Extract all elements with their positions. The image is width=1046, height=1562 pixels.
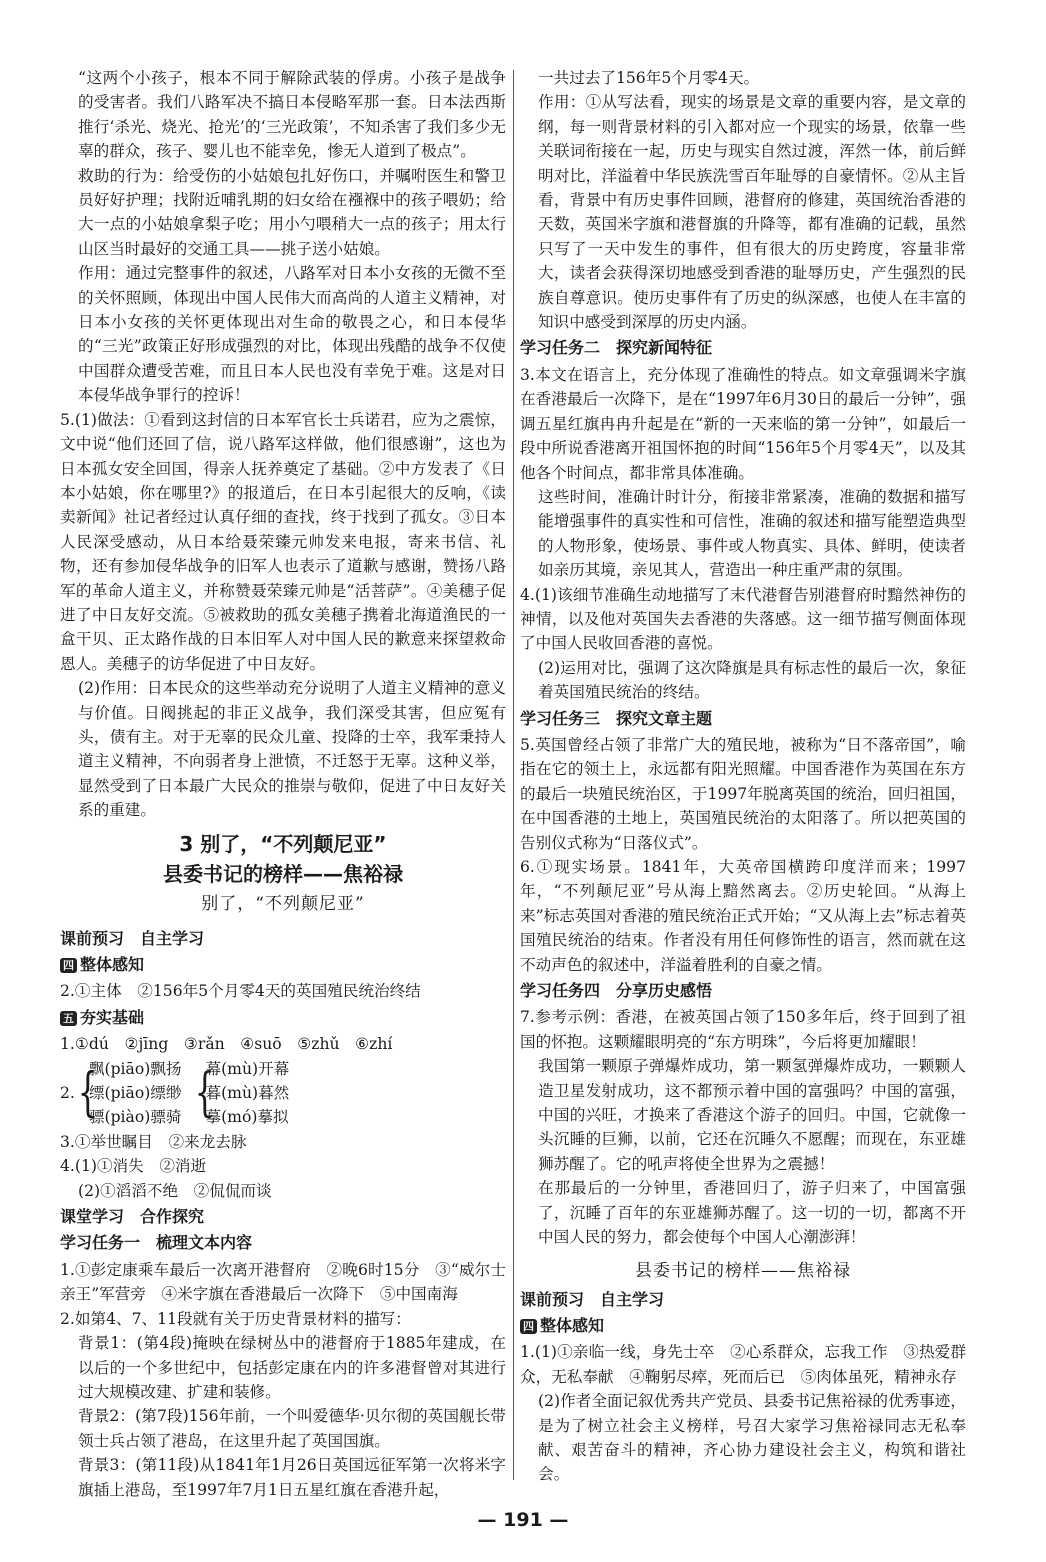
- task-heading: 学习任务二 探究新闻特征: [520, 338, 713, 358]
- background-item: 背景1：(第4段)掩映在绿树丛中的港督府于1885年建成，在以后的一个多世纪中，包括彭定康在内的许多港督曾对其进行过大规模改建、扩建和装修。: [78, 1334, 506, 1401]
- chapter-subtitle: 县委书记的榜样——焦裕禄: [635, 1260, 851, 1281]
- task-heading: 学习任务四 分享历史感悟: [520, 981, 713, 1001]
- section-heading: 课前预习 自主学习: [60, 928, 205, 948]
- answer-line: 7.参考示例：香港，在被英国占领了150多年后，终于回到了祖国的怀抱。这颗耀眼明亮的“东方明珠”，今后将更加耀眼！: [520, 1008, 966, 1051]
- number-badge: 四: [520, 1319, 537, 1334]
- chapter-subtitle: 别了，“不列颠尼亚”: [201, 893, 365, 914]
- subsection-heading: 四 整体感知: [60, 953, 506, 977]
- section-heading: 课堂学习 合作探究: [60, 1207, 205, 1227]
- answer-line: 4.(1)①消失 ②消逝: [60, 1157, 207, 1176]
- page-number: — 191 —: [477, 1509, 569, 1531]
- character-group: [60, 1057, 506, 1130]
- answer-5-1: 5.(1)做法：①看到这封信的日本军官长士兵诺君，应为之震惊，文中说“他们还回了信，说八路军这样做，他们很感谢”，这也为日本孤女安全回国，得亲人抚养奠定了基础。②中方发表了《日本小姑娘，你在哪里?》的报道后，在日本引起很大的反响，《读卖新闻》社记者经过认真仔细的查找，终于找到了孤女。③日本人民深受感动，从日本给聂荣臻元帅发来电报，寄来书信、礼物，还有参加侵华战争的旧军人也表示了道歉与感谢，赞扬八路军的革命人道主义，并称赞聂荣臻元帅是“活菩萨”。④美穗子促进了中日友好交流。⑤被救助的孤女美穗子携着北海道渔民的一盒干贝、正太路作战的日本旧军人对中国人民的歉意来探望救命恩人。美穗子的访华促进了中日友好。: [60, 410, 506, 673]
- right-column: [520, 66, 966, 1487]
- paragraph: 我国第一颗原子弹爆炸成功，第一颗氢弹爆炸成功，一颗颗人造卫星发射成功，这不都预示着中国的富强吗？中国的富强，中国的兴旺，才换来了香港这个游子的回归。中国，它就像一头沉睡的巨狮，以前，它还在沉睡久不愿醒；而现在，东亚雄狮苏醒了。它的吼声将使全世界为之震撼！: [538, 1057, 966, 1173]
- answer-line: (2)作者全面记叙优秀共产党员、县委书记焦裕禄的优秀事迹，是为了树立社会主义榜样，号召大家学习焦裕禄同志无私奉献、艰苦奋斗的精神，齐心协力建设社会主义，构筑和谐社会。: [538, 1392, 966, 1484]
- answer-5-2: (2)作用：日本民众的这些举动充分说明了人道主义精神的意义与价值。日阀挑起的非正义战争，我们深受其害，但应冤有头，债有主。对于无辜的民众儿童、投降的士卒，我军秉持人道主义精神，不向弱者身上泄愤，不迁怒于无辜。这种义举，显然受到了日本最广大民众的推崇与敬仰，促进了中日友好关系的重建。: [78, 679, 506, 820]
- answer-line: 3.本文在语言上，充分体现了准确性的特点。如文章强调米字旗在香港最后一次降下，是在“1997年6月30日的最后一分钟”，强调五星红旗冉冉升起是在“新的一天来临的第一分钟”，如最后一段中所说香港离开祖国怀抱的时间“156年5个月零4天”，以及其他各个时间点，都非常具体准确。: [520, 365, 966, 482]
- char-entry: 缥(piāo)缥缈: [88, 1084, 182, 1103]
- answer-line: 1.①彭定康乘车最后一次离开港督府 ②晚6时15分 ③“威尔士亲王”军营旁 ④米字旗在香港最后一次降下 ⑤中国南海: [60, 1260, 506, 1304]
- paragraph: 救助的行为：给受伤的小姑娘包扎好伤口，并嘱咐医生和警卫员好好护理；找附近哺乳期的妇女给在襁褓中的孩子喂奶；给大一点的小姑娘拿梨子吃；用小勺喂稍大一点的孩子；用太行山区当时最好的交通工具——挑子送小姑娘。: [78, 166, 506, 258]
- char-entry: 暮(mù)暮然: [205, 1084, 290, 1103]
- paragraph: 一共过去了156年5个月零4天。: [538, 69, 760, 87]
- answer-line: 2.如第4、7、11段就有关于历史背景材料的描写：: [60, 1309, 411, 1328]
- subsection-heading: 四 整体感知: [520, 1314, 966, 1338]
- number-badge: 四: [60, 958, 77, 973]
- paragraph: 这些时间，准确计时计分，衔接非常紧凑，准确的数据和描写能增强事件的真实性和可信性，准确的叙述和描写能塑造典型的人物形象，使场景、事件或人物真实、具体、鲜明，使读者如亲历其境，亲见其人，营造出一种庄重严肃的氛围。: [538, 487, 966, 580]
- chapter-title-2: 县委书记的榜样——焦裕禄: [163, 861, 403, 886]
- left-column: [60, 66, 506, 1502]
- char-entry: 幕(mù)开幕: [205, 1059, 290, 1078]
- paragraph: “这两个小孩子，根本不同于解除武装的俘虏。小孩子是战争的受害者。我们八路军决不搞日本侵略军那一套。日本法西斯推行‘杀光、烧光、抢光’的‘三光政策’，不知杀害了我们多少无辜的群众，孩子、婴儿也不能幸免，惨无人道到了极点”。: [78, 69, 506, 161]
- char-entry: 飘(piāo)飘扬: [88, 1059, 182, 1078]
- brace-icon: {: [194, 1063, 215, 1124]
- chapter-title: 3 别了，“不列颠尼亚”: [179, 831, 387, 856]
- char-entry: 摹(mó)摹拟: [205, 1108, 289, 1127]
- answer-line: (2)运用对比，强调了这次降旗是具有标志性的最后一次，象征着英国殖民统治的终结。: [538, 658, 966, 702]
- paragraph: 作用：通过完整事件的叙述，八路军对日本小女孩的无微不至的关怀照顾，体现出中国人民伟大而高尚的人道主义精神，对日本小女孩的关怀更体现出对生命的敬畏之心，和日本侵华的“三光”政策正好形成强烈的对比，体现出残酷的战争不仅使中国群众遭受苦难，而且日本人民也没有幸免于难。这是对日本侵华战争罪行的控诉！: [78, 264, 506, 405]
- column-divider: [513, 70, 514, 1480]
- answer-line: 1.(1)①亲临一线，身先士卒 ②心系群众，忘我工作 ③热爱群众，无私奉献 ④鞠躬尽瘁，死而后已 ⑤肉体虽死，精神永存: [520, 1343, 966, 1386]
- char-entry: 骠(piào)骠骑: [88, 1108, 182, 1127]
- section-heading: 课前预习 自主学习: [520, 1289, 665, 1309]
- answer-number: 2.: [60, 1084, 75, 1103]
- paragraph: 作用：①从写法看，现实的场景是文章的重要内容，是文章的纲，每一则背景材料的引入都对应一个现实的场景，依靠一些关联词衔接在一起，历史与现实自然过渡，浑然一体，前后鲜明对比，洋溢着中华民族洗雪百年耻辱的自豪情怀。②从主旨看，背景中有历史事件回顾，港督府的修建，英国统治香港的天数，英国米字旗和港督旗的升降等，都有准确的记载，虽然只写了一天中发生的事件，但有很大的历史跨度，容量非常大，读者会获得深切地感受到香港的耻辱历史，产生强烈的民族自尊意识。使历史事件有了历史的纵深感，也使人在丰富的知识中感受到深厚的历史内涵。: [538, 93, 966, 332]
- task-heading: 学习任务三 探究文章主题: [520, 708, 713, 728]
- subsection-heading: 五 夯实基础: [60, 1006, 506, 1030]
- answer-line: 4.(1)该细节准确生动地描写了末代港督告别港督府时黯然神伤的神情，以及他对英国失去香港的失落感。这一细节描写侧面体现了中国人民收回香港的喜悦。: [520, 585, 966, 653]
- background-item: 背景3：(第11段)从1841年1月26日英国远征军第一次将米字旗插上港岛，至1997年7月1日五星红旗在香港升起，: [78, 1456, 506, 1499]
- answer-line: 3.①举世瞩目 ②来龙去脉: [60, 1132, 247, 1151]
- number-badge: 五: [60, 1011, 77, 1026]
- answer-line: 1.①dú ②jīng ③rǎn ④suō ⑤zhǔ ⑥zhí: [60, 1035, 393, 1054]
- paragraph: 在那最后的一分钟里，香港回归了，游子归来了，中国富强了，沉睡了百年的东亚雄狮苏醒了。这一切的一切，都离不开中国人民的努力，都会使每个中国人心潮澎湃！: [538, 1179, 966, 1247]
- answer-line: 2.①主体 ②156年5个月零4天的英国殖民统治终结: [60, 982, 421, 1001]
- background-item: 背景2：(第7段)156年前，一个叫爱德华·贝尔彻的英国舰长带领士兵占领了港岛，在这里升起了英国国旗。: [78, 1407, 506, 1450]
- brace-icon: {: [77, 1063, 98, 1124]
- answer-line: (2)①滔滔不绝 ②侃侃而谈: [78, 1181, 272, 1200]
- answer-line: 6.①现实场景。1841年，大英帝国横跨印度洋而来；1997年，“不列颠尼亚”号从海上黯然离去。②历史轮回。“从海上来”标志英国对香港的殖民统治正式开始；“又从海上去”标志着英国殖民统治的结束。作者没有用任何修饰性的语言，然而就在这不动声色的叙述中，洋溢着胜利的自豪之情。: [520, 858, 966, 974]
- task-heading: 学习任务一 梳理文本内容: [60, 1233, 253, 1253]
- answer-line: 5.英国曾经占领了非常广大的殖民地，被称为“日不落帝国”，喻指在它的领土上，永远都有阳光照耀。中国香港作为英国在东方的最后一块殖民统治区，于1997年脱离英国的统治，回归祖国，在中国香港的土地上，英国殖民统治的太阳落了。所以把英国的告别仪式称为“日落仪式”。: [520, 735, 966, 852]
